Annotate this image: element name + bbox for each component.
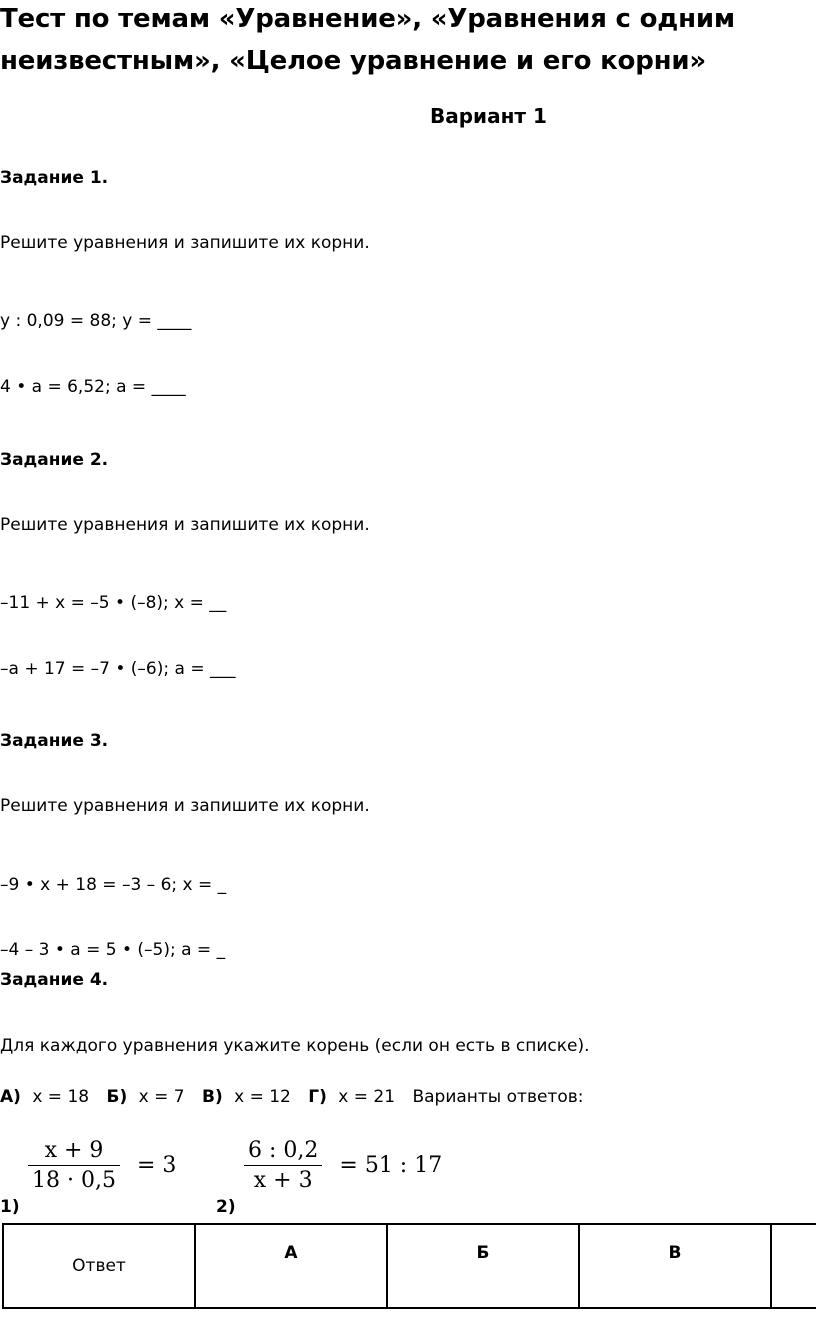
option-b-value: x = 7 — [138, 1087, 185, 1107]
answer-table — [2, 1223, 816, 1309]
formula-1-label: 1) — [0, 1197, 20, 1217]
formula-2-fraction — [244, 1138, 322, 1193]
task-2-heading: Задание 2. — [0, 450, 109, 470]
formula-1-denominator: 18 · 0,5 — [32, 1168, 116, 1193]
formula-2-denominator: x + 3 — [253, 1168, 313, 1193]
task-1-instruction: Решите уравнения и запишите их корни. — [0, 233, 370, 253]
task-3-equation-2: –4 – 3 • a = 5 • (–5); a = _ — [0, 940, 226, 960]
task-4-heading: Задание 4. — [0, 970, 109, 990]
answer-cell-b[interactable]: Б — [387, 1224, 579, 1308]
page-title-line-2: неизвестным», «Целое уравнение и его корни» — [0, 46, 707, 76]
answer-table-row — [3, 1224, 816, 1308]
page-title-line-1: Тест по темам «Уравнение», «Уравнения с одним — [0, 4, 735, 34]
task-1-equation-2: 4 • a = 6,52; a = ____ — [0, 377, 186, 397]
task-2-equation-1: –11 + x = –5 • (–8); x = __ — [0, 593, 227, 613]
formula-1 — [28, 1138, 176, 1193]
formula-1-fraction — [28, 1138, 120, 1193]
task-2-equation-2: –a + 17 = –7 • (–6); a = ___ — [0, 659, 236, 679]
formula-1-rhs: = 3 — [136, 1153, 177, 1178]
task-1-heading: Задание 1. — [0, 168, 109, 188]
answer-cell-d[interactable] — [771, 1224, 816, 1308]
option-a-letter: А) — [0, 1087, 21, 1107]
task-3-instruction: Решите уравнения и запишите их корни. — [0, 796, 370, 816]
option-b-letter: Б) — [106, 1087, 128, 1107]
variant-heading: Вариант 1 — [430, 104, 547, 128]
formula-2-rhs: = 51 : 17 — [339, 1153, 443, 1178]
task-3-equation-1: –9 • x + 18 = –3 – 6; x = _ — [0, 875, 227, 895]
option-c-value: x = 12 — [234, 1087, 291, 1107]
option-d-letter: Г) — [308, 1087, 327, 1107]
option-a-value: x = 18 — [32, 1087, 90, 1107]
task-1-equation-1: y : 0,09 = 88; y = ____ — [0, 311, 192, 331]
task-4-options — [0, 1087, 583, 1107]
answer-cell-a[interactable]: А — [195, 1224, 387, 1308]
task-4-instruction: Для каждого уравнения укажите корень (если он есть в списке). — [0, 1036, 590, 1056]
formula-2-numerator: 6 : 0,2 — [244, 1138, 322, 1166]
option-d-value: x = 21 — [338, 1087, 396, 1107]
task-3-heading: Задание 3. — [0, 731, 109, 751]
formula-2 — [244, 1138, 442, 1193]
answer-cell-label: Ответ — [3, 1224, 195, 1308]
options-label: Варианты ответов: — [412, 1087, 584, 1107]
option-c-letter: В) — [201, 1087, 223, 1107]
formula-1-numerator: x + 9 — [28, 1138, 120, 1166]
formula-2-label: 2) — [216, 1197, 236, 1217]
answer-cell-c[interactable]: В — [579, 1224, 771, 1308]
task-2-instruction: Решите уравнения и запишите их корни. — [0, 515, 370, 535]
